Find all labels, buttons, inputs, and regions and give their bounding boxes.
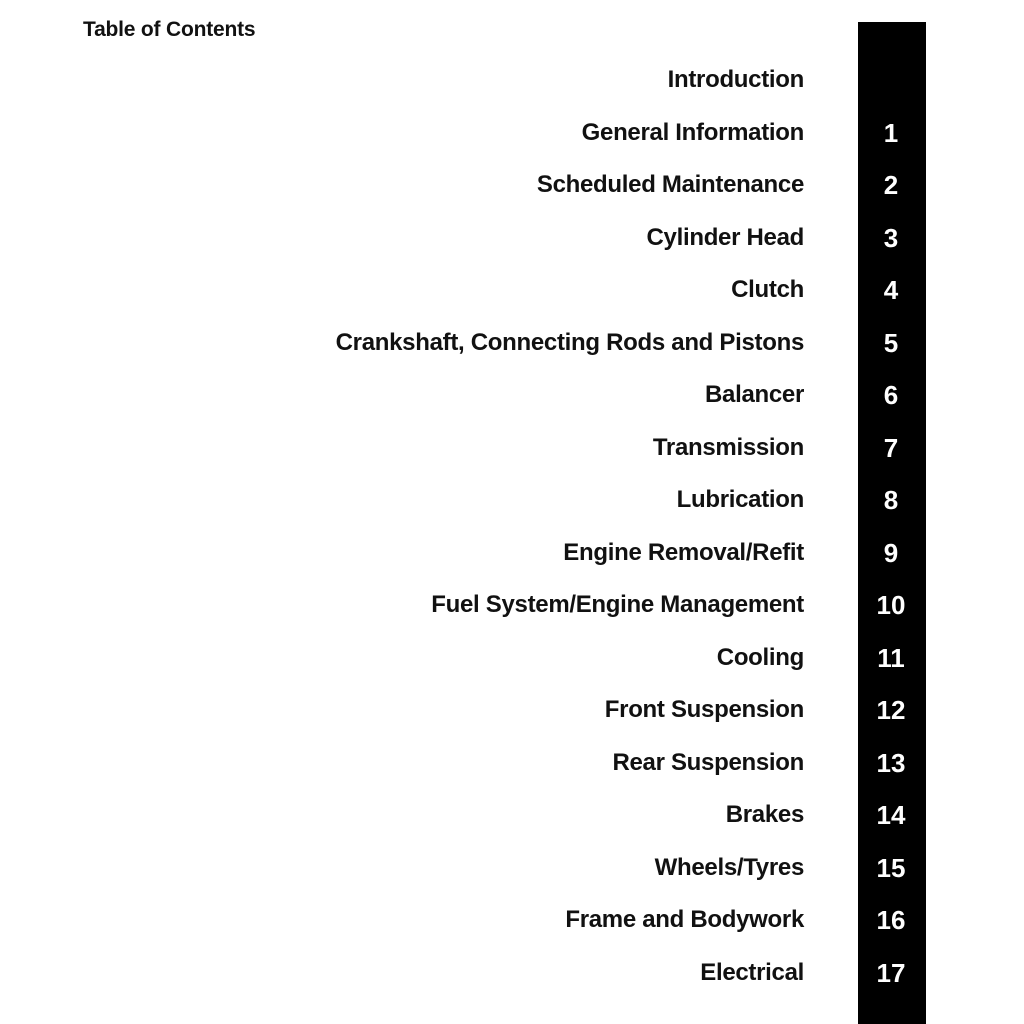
toc-entry-lubrication[interactable] [0,482,1024,518]
toc-entry-title: Brakes [725,801,804,828]
toc-entry-title: Transmission [652,433,804,461]
toc-entry-title: Engine Removal/Refit [563,538,804,566]
toc-entry-number: 14 [876,800,906,830]
toc-entry-number: 2 [883,170,899,200]
toc-entry-rear-suspension[interactable] [0,745,1024,781]
toc-entry-engine-removal-refit[interactable] [0,535,1024,571]
toc-entry-clutch[interactable] [0,272,1024,308]
toc-entry-transmission[interactable] [0,430,1024,466]
toc-entry-number [858,62,924,98]
toc-entry-title: Front Suspension [604,696,804,723]
toc-entry-number: 13 [876,747,906,778]
toc-entry-title: Fuel System/Engine Management [431,591,804,618]
toc-entry-title: Cooling [716,643,804,671]
toc-entry-number: 1 [883,117,899,148]
toc-entry-frame-and-bodywork[interactable] [0,902,1024,938]
toc-entry-cooling[interactable] [0,640,1024,676]
toc-entry-number: 12 [876,695,906,725]
toc-entry-number: 5 [883,327,899,358]
toc-entry-cylinder-head[interactable] [0,220,1024,256]
toc-entry-number: 7 [883,432,899,463]
toc-entry-front-suspension[interactable] [0,692,1024,728]
toc-entry-title: Clutch [731,276,804,303]
toc-entry-title: Crankshaft, Connecting Rods and Pistons [335,328,804,356]
toc-entry-title: Balancer [705,381,804,408]
toc-entry-fuel-system[interactable] [0,587,1024,623]
toc-entry-crankshaft[interactable] [0,325,1024,361]
toc-entry-title: Lubrication [676,486,804,513]
toc-entry-brakes[interactable] [0,797,1024,833]
toc-entry-number: 3 [883,222,899,253]
toc-entry-number: 6 [883,380,899,410]
toc-entry-wheels-tyres[interactable] [0,850,1024,886]
toc-entry-number: 16 [876,905,906,935]
toc-entry-title: Wheels/Tyres [654,853,804,881]
toc-entry-number: 15 [876,852,906,883]
toc-entry-general-information[interactable] [0,115,1024,151]
toc-entry-number: 8 [883,485,899,515]
page-title: Table of Contents [83,18,256,41]
toc-entry-title: Electrical [700,958,804,986]
toc-entry-title: Rear Suspension [612,748,804,776]
toc-entry-title: Scheduled Maintenance [536,171,804,198]
toc-entry-number: 4 [883,275,899,305]
toc-entry-electrical[interactable] [0,955,1024,991]
toc-entry-title: Introduction [667,66,804,93]
toc-entry-title: Cylinder Head [646,223,804,251]
toc-entry-scheduled-maintenance[interactable] [0,167,1024,203]
toc-entry-title: General Information [581,118,804,146]
toc-entry-number: 10 [876,590,906,620]
toc-entry-title: Frame and Bodywork [565,906,804,933]
toc-entry-balancer[interactable] [0,377,1024,413]
toc-entry-number: 9 [883,537,899,568]
toc-entry-introduction[interactable] [0,62,1024,98]
toc-entry-number: 17 [876,957,906,988]
toc-entry-number: 11 [877,642,905,673]
